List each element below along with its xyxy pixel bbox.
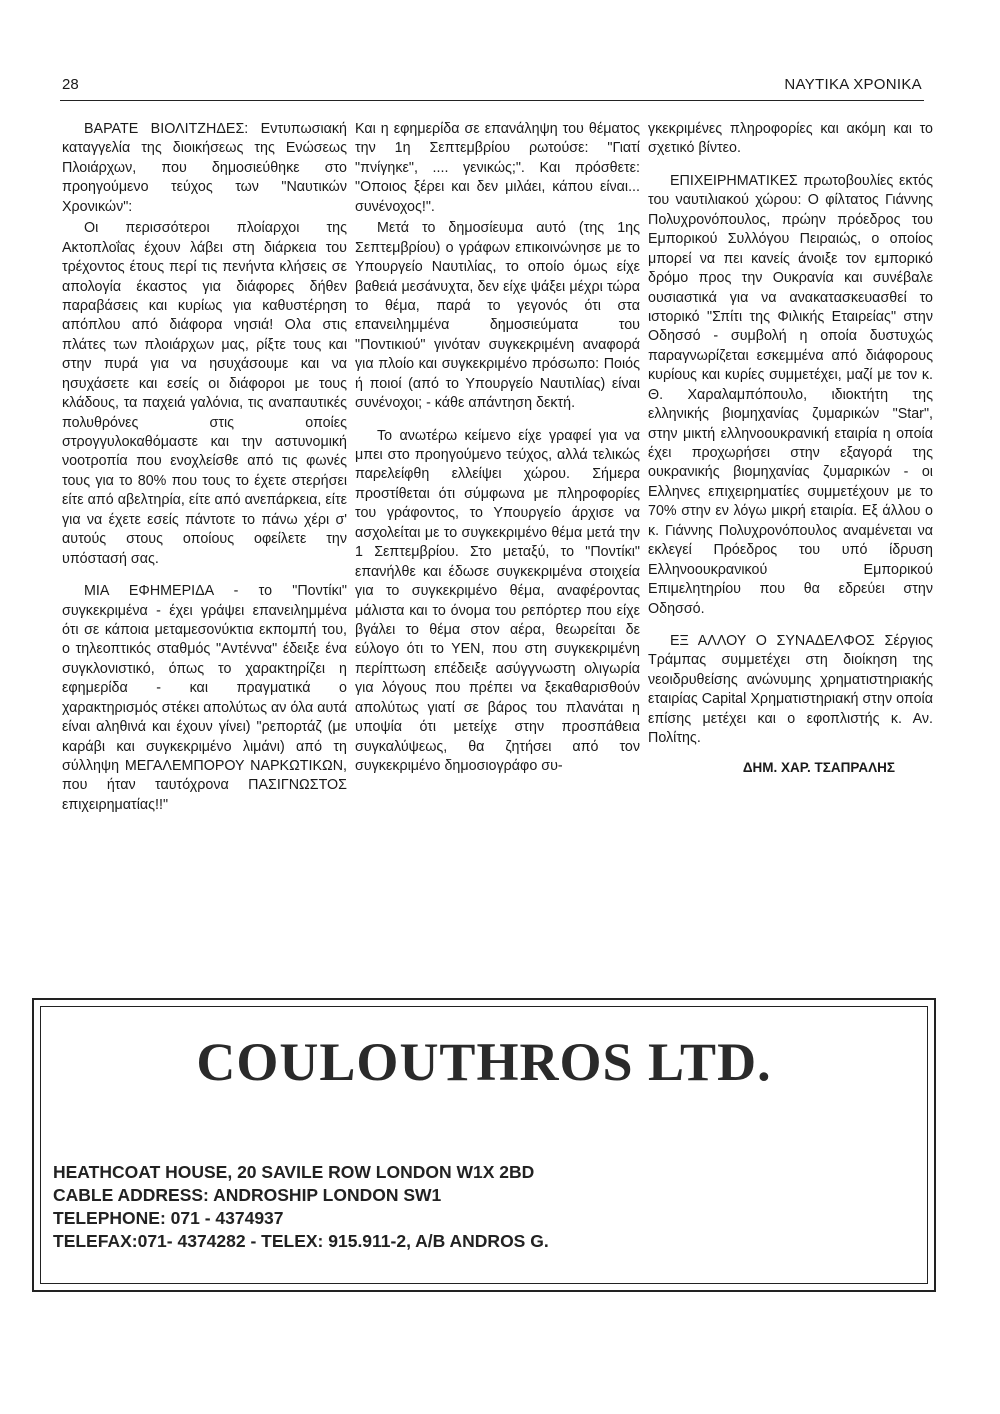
article-column-2 [355, 120, 640, 789]
paragraph-business-initiatives: ΕΠΙΧΕΙΡΗΜΑΤΙΚΕΣ πρωτοβουλίες εκτός του ναυτιλιακού χώρου: Ο φίλτατος Γιάννης Πολυχρονόπουλος, πρώην πρόεδρος του Εμπορικού Συλλόγου Πειραιώς, ο οποίος μπορεί να πει κανείς άνοιξε τον εμπορικό δρόμο προς την Ουκρανία και συνέβαλε ουσιαστικά για να ανακατασκευασθεί το ιστορικό "Σπίτι της Φιλικής Εταιρείας" στην Οδησσό - συμβολή η οποία δυστυχώς παραγνωρίζεται εσκεμμένα από διάφορους κυρίους και κυρίες συμμετέχει, μαζί με τον κ. Θ. Χαραλαμπόπουλο, ιδιοκτήτη της ελληνικής βιομηχανίας ζυμαρικών "Star", στην μικτή ελληνοουκρανική εταιρία η οποία έχει προχωρήσει στην εξαγορά της ουκρανικής βιομηχανίας ζυμαρικών - οι Ελληνες επιχειρηματίες συμμετέχουν με το 70% στην εν λόγω μικρή εταιρία. Εξ άλλου ο κ. Γιάννης Πολυχρονόπουλος αναμένεται να εκλεγεί Πρόεδρος του υπό ίδρυση Ελληνοουκρανικού Εμπορικού Επιμελητηρίου που θα εδρεύει στην Οδησσό. [648, 172, 933, 617]
paragraph-colleague: ΕΞ ΑΛΛΟΥ Ο ΣΥΝΑΔΕΛΦΟΣ Σέργιος Τράμπας συμμετέχει στη διοίκηση της νεοιδρυθείσης ανώνυμης χρηματιστηριακής εταιρίας Capital Χρηματιστηριακή στην οποία επίσης μετέχει και ο εφοπλιστής κ. Αν. Πολίτης. [648, 632, 933, 747]
paragraph-captains: Οι περισσότεροι πλοίαρχοι της Ακτοπλοΐας έχουν λάβει στη διάρκεια του τρέχοντος έτους περί τις πενήντα κλήσεις σε απολογία έκαστος για διάφορες δήθεν παραβάσεις και κυρίως για καθυστέρηση απόπλου από διάφορα νησιά! Ολα στις πλάτες των πλοιάρχων μας, ρίξτε τους και στην πυρά για να ησυχάσουμε και να ησυχάσετε και εσείς οι διάφοροι με τους κλάδους, τα παχειά γαλόνια, τις αναπαυτικές πολυθρόνες στις οποίες στρογγυλοκαθόμαστε και την αστυνομική νοοτροπία που ενοχλείσθε από τις φωνές τους για το 80% που τους το έχετε στερήσει είτε από αβελτηρία, είτε από ανεπάρκεια, είτε για να έχετε εσείς πάντοτε το πάνω χέρι σ' αυτούς στους οποίους οφείλετε την υπόστασή σας. [62, 220, 347, 567]
advertisement-address: HEATHCOAT HOUSE, 20 SAVILE ROW LONDON W1X 2BD [53, 1162, 535, 1182]
paragraph-continuation: γκεκριμένες πληροφορίες και ακόμη και το σχετικό βίντεο. [648, 121, 933, 157]
advertisement-telephone: TELEPHONE: 071 - 4374937 [53, 1208, 284, 1228]
paragraph-ministry-contact: Μετά το δημοσίευμα αυτό (της 1ης Σεπτεμβρίου) ο γράφων επικοινώνησε με το Υπουργείο Ναυτιλίας, το οποίο όμως είχε βαθειά μεσάνυχτα, δεν είχε ψάξει μέχρι τώρα το θέμα, παρά το γεγονός ότι στα επανειλημμένα δημοσιεύματα του "Ποντικιού" γινόταν συγκεκριμένη αναφορά για πλοίο και συγκεκριμένο πρόσωπο: Ποιός ή ποιοί (από το Υπουργείο Ναυτιλίας) είναι συνένοχοι; - κάθε απάντηση δεκτή. [355, 220, 640, 412]
paragraph-newspaper: ΜΙΑ ΕΦΗΜΕΡΙΔΑ - το "Ποντίκι" συγκεκριμένα - έχει γράψει επανειλημμένα ότι σε κάποια μεταμεσονύκτια εκπομπή του, ο τηλεοπτικός σταθμός "Αντέννα" έδειξε ένα συγκλονιστικό, όπως το χαρακτηρίζει η εφημερίδα - και πραγματικά ο χαρακτηρισμός στέκει απολύτως αν όλα αυτά είναι αληθινά και έχουν γίνει) "ρεπορτάζ (με καράβι και συγκεκριμένο λιμάνι) από τη σύλληψη ΜΕΓΑΛΕΜΠΟΡΟΥ ΝΑΡΚΩΤΙΚΩΝ, που ήταν ταυτόχρονα ΠΑΣΙΓΝΩΣΤΟΣ επιχειρηματίας!!" [62, 583, 347, 813]
page-number: 28 [62, 76, 79, 93]
advertisement-box [32, 998, 936, 1292]
advertisement-cable-address: CABLE ADDRESS: ANDROSHIP LONDON SW1 [53, 1185, 442, 1205]
journal-title: ΝΑΥΤΙΚΑ ΧΡΟΝΙΚΑ [784, 76, 922, 93]
header-divider [60, 100, 924, 101]
paragraph-newspaper-repeat: Και η εφημερίδα σε επανάληψη του θέματος την 1η Σεπτεμβρίου ρωτούσε: "Γιατί "πνίγηκε", .... γενικώς;". Και πρόσθετε: "Οποιος ξέρει και δεν μιλάει, κάπου είναι... συνένοχος!". [355, 121, 640, 215]
advertisement-inner-frame [40, 1006, 928, 1284]
article-column-3 [648, 120, 933, 777]
advertisement-company-name: COULOUTHROS LTD. [196, 1032, 772, 1092]
paragraph-violitzides: ΒΑΡΑΤΕ ΒΙΟΛΙΤΖΗΔΕΣ: Εντυπωσιακή καταγγελία της διοικήσεως της Ενώσεως Πλοιάρχων, που δημοσιεύθηκε στο προηγούμενο τεύχος των "Ναυτικών Χρονικών": [62, 121, 347, 215]
paragraph-addendum: Το ανωτέρω κείμενο είχε γραφεί για να μπει στο προηγούμενο τεύχος, αλλά τελικώς παρελείφθη ελλείψει χώρου. Σήμερα προστίθεται ότι σύμφωνα με πληροφορίες του γράφοντος, το Υπουργείο άρχισε να ασχολείται με το συγκεκριμένο θέμα μετά την 1 Σεπτεμβρίου. Στο μεταξύ, το "Ποντίκι" επανήλθε και έδωσε συγκεκριμένα στοιχεία για το συγκεκριμένο θέμα, αναφέροντας μάλιστα και το όνομα του ρεπόρτερ που είχε βγάλει το θέμα στον αέρα, θεωρείται δε εύλογο ότι το ΥΕΝ, που στη συγκεκριμένη περίπτωση επέδειξε ασύγγνωστη ολιγωρία για λόγους που πρέπει να ξεκαθαρισθούν απολύτως γιατί σε βάρος του πλανάται η υποψία ότι μετείχε στην προσπάθεια συγκαλύψεως, θα ζητήσει από τον συγκεκριμένο δημοσιογράφο συ- [355, 427, 640, 774]
advertisement-telefax-telex: TELEFAX:071- 4374282 - TELEX: 915.911-2, A/B ANDROS G. [53, 1231, 549, 1251]
author-signature: ΔΗΜ. ΧΑΡ. ΤΣΑΠΡΑΛΗΣ [742, 759, 895, 775]
article-column-1 [62, 120, 347, 828]
advertisement-contact-details [53, 1161, 549, 1253]
